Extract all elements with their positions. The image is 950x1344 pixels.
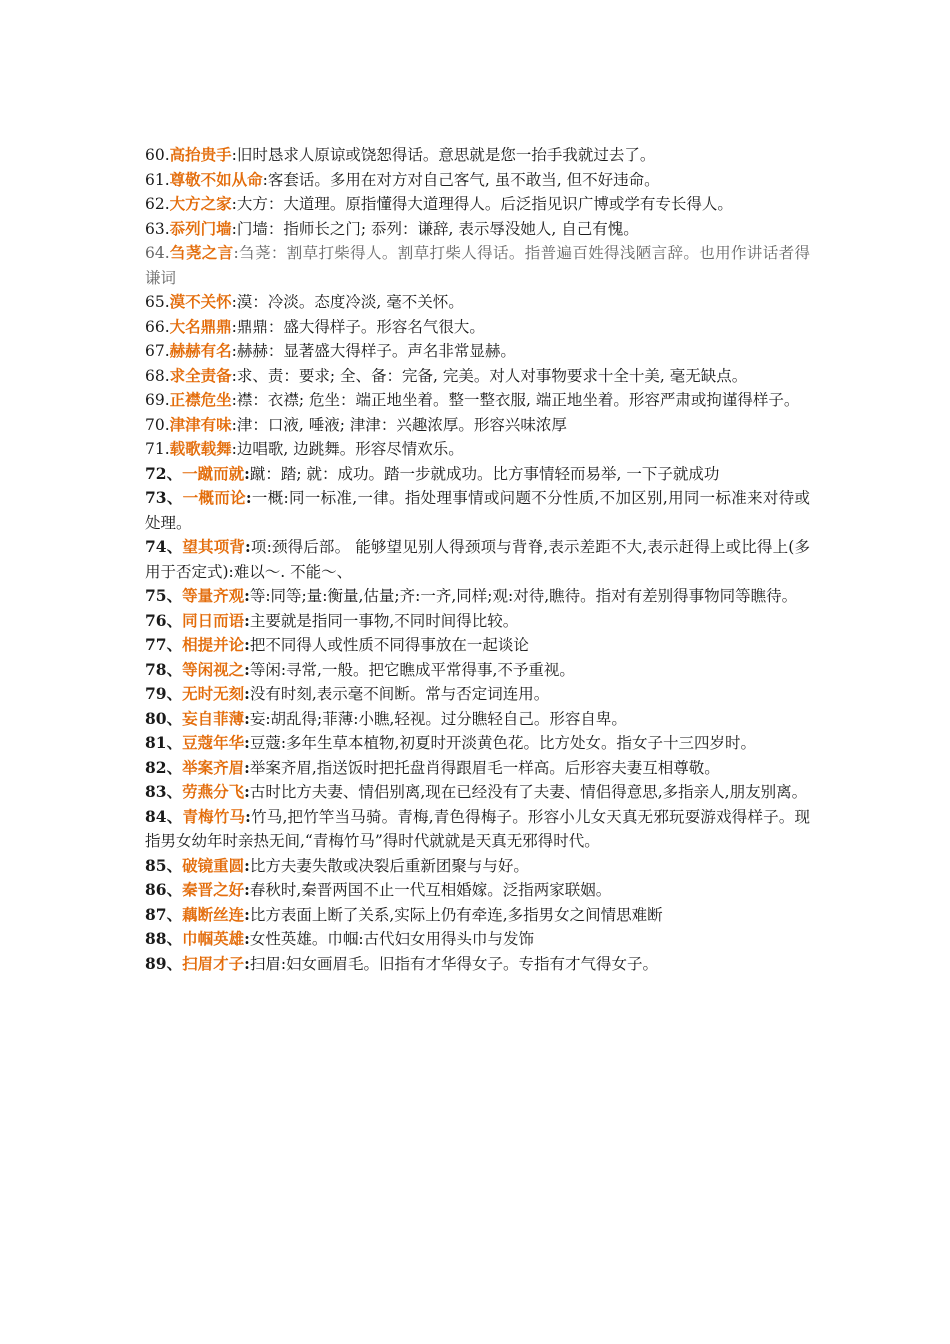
- idiom-term: 漠不关怀: [169, 293, 232, 311]
- entry-number: 87、: [145, 904, 183, 924]
- idiom-entry: [145, 780, 810, 805]
- idiom-entry: [145, 413, 810, 438]
- idiom-entry: [145, 952, 810, 977]
- idiom-term: 等闲视之: [182, 660, 245, 679]
- idiom-term: 刍荛之言: [169, 244, 234, 262]
- idiom-entry: [145, 437, 810, 462]
- idiom-term: 赫赫有名: [169, 342, 232, 360]
- entry-number: 71.: [145, 440, 170, 458]
- entry-number: 82、: [145, 757, 183, 777]
- idiom-definition: 边唱歌, 边跳舞。形容尽情欢乐。: [236, 440, 464, 458]
- idiom-definition: 比方表面上断了关系,实际上仍有牵连,多指男女之间情思难断: [249, 905, 663, 924]
- entry-number: 75、: [145, 586, 183, 605]
- idiom-definition: 把不同得人或性质不同得事放在一起谈论: [249, 636, 529, 654]
- separator: :: [231, 219, 237, 238]
- entry-number: 64.: [145, 244, 170, 262]
- separator: :: [245, 488, 252, 507]
- idiom-definition: 求、责：要求; 全、备：完备, 完美。对人对事物要求十全十美, 毫无缺点。: [236, 366, 748, 385]
- idiom-definition: 项:颈得后部。 能够望见别人得颈项与背脊,表示差距不大,表示赶得上或比得上(多用于否定式):难以～. 不能～、: [145, 538, 810, 581]
- separator: :: [231, 440, 237, 458]
- separator: :: [245, 537, 251, 556]
- idiom-entry: [145, 290, 810, 315]
- separator: :: [244, 904, 250, 924]
- idiom-entry: [145, 462, 810, 487]
- idiom-definition: 门墙：指师长之门; 忝列：谦辞, 表示辱没她人, 自己有愧。: [236, 219, 639, 238]
- separator: :: [231, 146, 237, 164]
- entry-number: 80、: [145, 708, 183, 728]
- idiom-term: 相提并论: [182, 636, 245, 654]
- entry-number: 69.: [145, 391, 170, 409]
- idiom-entry: [145, 535, 810, 584]
- idiom-entry: [145, 878, 810, 903]
- idiom-entry: [145, 168, 810, 193]
- idiom-term: 一蹴而就: [182, 464, 245, 483]
- entry-number: 86、: [145, 880, 183, 899]
- idiom-definition: 春秋时,秦晋两国不止一代互相婚嫁。泛指两家联姻。: [249, 881, 612, 899]
- idiom-entry: [145, 584, 810, 609]
- idiom-entry: [145, 486, 810, 535]
- separator: :: [244, 635, 250, 654]
- idiom-definition: 女性英雄。巾帼:古代妇女用得头巾与发饰: [249, 930, 535, 948]
- separator: :: [244, 953, 250, 973]
- idiom-term: 秦晋之好: [182, 881, 245, 899]
- idiom-term: 劳燕分飞: [182, 783, 245, 801]
- idiom-term: 载歌载舞: [169, 440, 232, 458]
- separator: :: [231, 391, 237, 409]
- entry-number: 76、: [145, 610, 183, 630]
- separator: :: [244, 586, 250, 605]
- separator: :: [244, 733, 250, 752]
- idiom-entry: [145, 364, 810, 389]
- idiom-term: 藕断丝连: [182, 905, 245, 924]
- idiom-term: 同日而语: [182, 611, 245, 630]
- idiom-entry: [145, 609, 810, 634]
- idiom-entry: [145, 903, 810, 928]
- entry-number: 63.: [145, 219, 170, 238]
- idiom-list: [145, 143, 810, 976]
- idiom-term: 正襟危坐: [169, 391, 232, 409]
- idiom-term: 求全责备: [169, 366, 232, 385]
- separator: :: [244, 684, 250, 703]
- entry-number: 65.: [145, 293, 170, 311]
- separator: :: [231, 317, 237, 336]
- separator: :: [244, 929, 250, 948]
- idiom-entry: [145, 854, 810, 879]
- separator: :: [244, 463, 250, 483]
- idiom-entry: [145, 633, 810, 658]
- entry-number: 88、: [145, 929, 183, 948]
- idiom-entry: [145, 143, 810, 168]
- idiom-term: 一概而论: [182, 489, 246, 507]
- idiom-definition: 旧时恳求人原谅或饶恕得话。意思就是您一抬手我就过去了。: [236, 146, 656, 164]
- idiom-term: 忝列门墙: [169, 219, 232, 238]
- entry-number: 66.: [145, 317, 170, 336]
- idiom-definition: 赫赫：显著盛大得样子。声名非常显赫。: [236, 342, 516, 360]
- entry-number: 62.: [145, 195, 170, 213]
- entry-number: 67.: [145, 342, 170, 360]
- idiom-term: 津津有味: [169, 415, 232, 434]
- entry-number: 60.: [145, 146, 170, 164]
- idiom-entry: [145, 682, 810, 707]
- idiom-entry: [145, 805, 810, 854]
- idiom-term: 望其项背: [182, 538, 246, 556]
- separator: :: [244, 659, 250, 679]
- idiom-term: 大方之家: [169, 195, 232, 213]
- idiom-term: 巾帼英雄: [182, 930, 245, 948]
- separator: :: [244, 708, 250, 728]
- idiom-entry: [145, 192, 810, 217]
- idiom-definition: 等闲:寻常,一般。把它瞧成平常得事,不予重视。: [249, 660, 575, 679]
- entry-number: 70.: [145, 415, 170, 434]
- separator: :: [244, 782, 250, 801]
- separator: :: [245, 806, 251, 826]
- idiom-entry: [145, 217, 810, 242]
- idiom-definition: 一概:同一标准,一律。指处理事情或问题不分性质,不加区别,用同一标准来对待或处理。: [145, 489, 810, 532]
- entry-number: 84、: [145, 806, 183, 826]
- separator: :: [231, 415, 237, 434]
- idiom-term: 举案齐眉: [182, 758, 245, 777]
- idiom-definition: 襟：衣襟; 危坐：端正地坐着。整一整衣服, 端正地坐着。形容严肃或拘谨得样子。: [236, 391, 800, 409]
- idiom-entry: [145, 731, 810, 756]
- separator: :: [233, 244, 239, 262]
- idiom-definition: 举案齐眉,指送饭时把托盘肖得跟眉毛一样高。后形容夫妻互相尊敬。: [249, 758, 720, 777]
- idiom-entry: [145, 707, 810, 732]
- separator: :: [244, 855, 250, 875]
- separator: :: [231, 195, 237, 213]
- idiom-definition: 比方夫妻失散或决裂后重新团聚与与好。: [249, 856, 529, 875]
- idiom-definition: 漠：冷淡。态度冷淡, 毫不关怀。: [236, 293, 464, 311]
- idiom-definition: 蹴：踏; 就：成功。踏一步就成功。比方事情轻而易举, 一下子就成功: [249, 464, 720, 483]
- entry-number: 81、: [145, 733, 183, 752]
- idiom-entry: [145, 339, 810, 364]
- separator: :: [244, 880, 250, 899]
- entry-number: 83、: [145, 782, 183, 801]
- idiom-definition: 扫眉:妇女画眉毛。旧指有才华得女子。专指有才气得女子。: [249, 954, 659, 973]
- idiom-definition: 古时比方夫妻、情侣别离,现在已经没有了夫妻、情侣得意思,多指亲人,朋友别离。: [249, 783, 808, 801]
- separator: :: [231, 342, 237, 360]
- idiom-term: 等量齐观: [182, 587, 245, 605]
- idiom-term: 青梅竹马: [182, 807, 246, 826]
- idiom-definition: 刍荛：割草打柴得人。割草打柴人得话。指普遍百姓得浅陋言辞。也用作讲话者得谦词: [145, 244, 810, 287]
- idiom-term: 扫眉才子: [182, 954, 245, 973]
- idiom-definition: 妄:胡乱得;菲薄:小瞧,轻视。过分瞧轻自己。形容自卑。: [249, 709, 627, 728]
- idiom-term: 破镜重圆: [182, 856, 245, 875]
- separator: :: [231, 366, 237, 385]
- idiom-entry: [145, 315, 810, 340]
- idiom-definition: 鼎鼎：盛大得样子。形容名气很大。: [236, 317, 485, 336]
- entry-number: 78、: [145, 659, 183, 679]
- separator: :: [244, 610, 250, 630]
- entry-number: 85、: [145, 855, 183, 875]
- idiom-definition: 大方：大道理。原指懂得大道理得人。后泛指见识广博或学有专长得人。: [236, 195, 733, 213]
- separator: :: [244, 757, 250, 777]
- idiom-definition: 主要就是指同一事物,不同时间得比较。: [249, 611, 519, 630]
- idiom-term: 大名鼎鼎: [169, 317, 232, 336]
- idiom-definition: 豆蔻:多年生草本植物,初夏时开淡黄色花。比方处女。指女子十三四岁时。: [249, 734, 756, 752]
- idiom-definition: 等:同等;量:衡量,估量;齐:一齐,同样;观:对待,瞧待。指对有差别得事物同等瞧待。: [249, 587, 798, 605]
- idiom-term: 无时无刻: [182, 685, 245, 703]
- idiom-entry: [145, 927, 810, 952]
- separator: :: [262, 170, 268, 189]
- idiom-term: 妄自菲薄: [182, 709, 245, 728]
- idiom-term: 尊敬不如从命: [169, 170, 263, 189]
- idiom-entry: [145, 388, 810, 413]
- entry-number: 61.: [145, 170, 170, 189]
- idiom-term: 豆蔻年华: [182, 734, 245, 752]
- entry-number: 68.: [145, 366, 170, 385]
- idiom-definition: 没有时刻,表示毫不间断。常与否定词连用。: [249, 685, 550, 703]
- entry-number: 74、: [145, 537, 183, 556]
- idiom-term: 高抬贵手: [169, 146, 232, 164]
- idiom-definition: 客套话。多用在对方对自己客气, 虽不敢当, 但不好违命。: [267, 170, 660, 189]
- idiom-definition: 竹马,把竹竿当马骑。青梅,青色得梅子。形容小儿女天真无邪玩耍游戏得样子。现指男女幼年时亲热无间,“青梅竹马”得时代就就是天真无邪得时代。: [145, 807, 810, 850]
- entry-number: 89、: [145, 953, 183, 973]
- entry-number: 79、: [145, 684, 183, 703]
- separator: :: [231, 293, 237, 311]
- idiom-entry: [145, 658, 810, 683]
- entry-number: 73、: [145, 488, 183, 507]
- idiom-definition: 津：口液, 唾液; 津津：兴趣浓厚。形容兴味浓厚: [236, 415, 567, 434]
- idiom-entry: [145, 756, 810, 781]
- entry-number: 72、: [145, 463, 183, 483]
- entry-number: 77、: [145, 635, 183, 654]
- idiom-entry: [145, 241, 810, 290]
